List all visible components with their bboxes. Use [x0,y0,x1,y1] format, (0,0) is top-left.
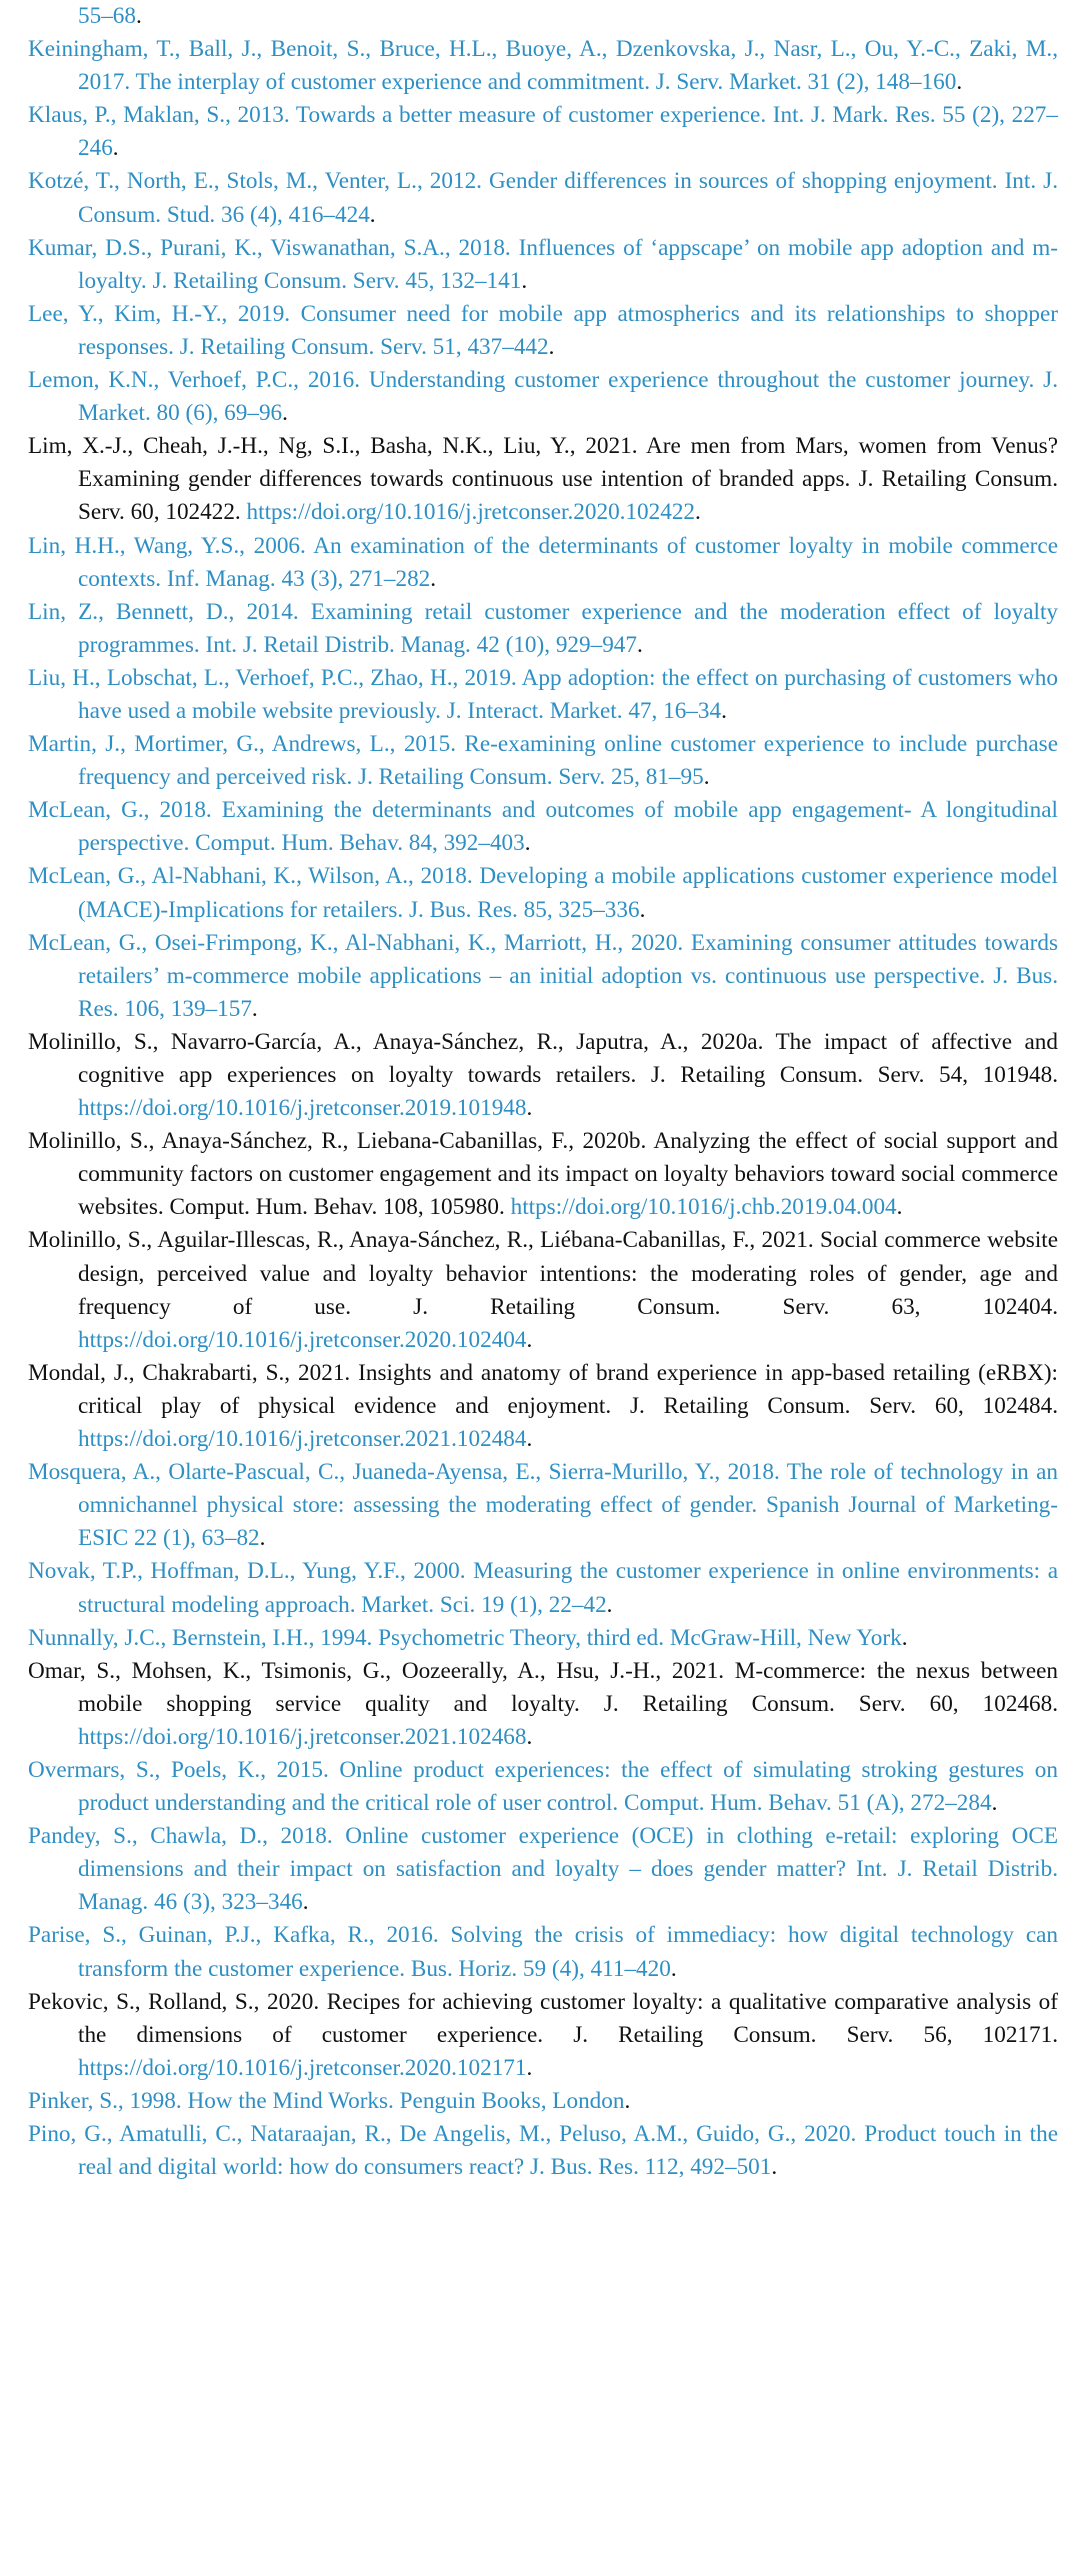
reference-item: Keiningham, T., Ball, J., Benoit, S., Bruce, H.L., Buoye, A., Dzenkovska, J., Nasr, L., Ou, Y.-C., Zaki, M., 2017. The interplay of customer experience and commitment. J. Serv. Market. 31 (2), 148–160. [28,36,1058,96]
reference-item: Overmars, S., Poels, K., 2015. Online product experiences: the effect of simulating stroking gestures on product understanding and the critical role of user control. Comput. Hum. Behav. 51 (A), 272–284. [28,1756,1058,1817]
reference-item: Molinillo, S., Aguilar-Illescas, R., Anaya-Sánchez, R., Liébana-Cabanillas, F., 2021. Social commerce website design, perceived value and loyalty behavior intentions: the moderating roles of gender, age and frequency of use. J. Retailing Consum. Serv. 63, 102404. https://doi.org/10.1016/j.jretconser.2020.102404. [28,1227,1058,1353]
reference-item: 55–68. [78,3,142,29]
reference-list [28,0,1058,2184]
reference-item: Pinker, S., 1998. How the Mind Works. Penguin Books, London. [28,2087,631,2114]
reference-link[interactable]: Lemon, K.N., Verhoef, P.C., 2016. Understanding customer experience throughout the customer journey. J. Market. 80 (6), 69–96 [28,367,1058,427]
reference-item: Molinillo, S., Navarro-García, A., Anaya-Sánchez, R., Japutra, A., 2020a. The impact of affective and cognitive app experiences on loyalty towards retailers. J. Retailing Consum. Serv. 54, 101948. https://doi.org/10.1016/j.jretconser.2019.101948. [28,1028,1058,1122]
reference-item: McLean, G., 2018. Examining the determinants and outcomes of mobile app engagement- A longitudinal perspective. Comput. Hum. Behav. 84, 392–403. [28,797,1058,857]
doi-link[interactable]: https://doi.org/10.1016/j.jretconser.2020.102404 [78,1326,527,1353]
doi-link[interactable]: https://doi.org/10.1016/j.jretconser.2020.102171 [78,2054,527,2081]
reference-item: Omar, S., Mohsen, K., Tsimonis, G., Oozeerally, A., Hsu, J.-H., 2021. M-commerce: the nexus between mobile shopping service quality and loyalty. J. Retailing Consum. Serv. 60, 102468. https://doi.org/10.1016/j.jretconser.2021.102468. [28,1657,1058,1750]
reference-item: Kotzé, T., North, E., Stols, M., Venter, L., 2012. Gender differences in sources of shopping enjoyment. Int. J. Consum. Stud. 36 (4), 416–424. [28,168,1058,228]
reference-link[interactable]: 55–68 [78,3,136,29]
reference-item: Novak, T.P., Hoffman, D.L., Yung, Y.F., 2000. Measuring the customer experience in online environments: a structural modeling approach. Market. Sci. 19 (1), 22–42. [28,1558,1058,1618]
reference-item: Lin, H.H., Wang, Y.S., 2006. An examination of the determinants of customer loyalty in mobile commerce contexts. Inf. Manag. 43 (3), 271–282. [28,532,1058,592]
reference-item: Lee, Y., Kim, H.-Y., 2019. Consumer need for mobile app atmospherics and its relationships to shopper responses. J. Retailing Consum. Serv. 51, 437–442. [28,300,1058,360]
reference-link[interactable]: Parise, S., Guinan, P.J., Kafka, R., 2016. Solving the crisis of immediacy: how digital technology can transform the customer experience. Bus. Horiz. 59 (4), 411–420 [28,1922,1058,1982]
doi-link[interactable]: https://doi.org/10.1016/j.jretconser.2021.102484 [78,1426,527,1453]
reference-item: Pekovic, S., Rolland, S., 2020. Recipes for achieving customer loyalty: a qualitative comparative analysis of the dimensions of customer experience. J. Retailing Consum. Serv. 56, 102171. https://doi.org/10.1016/j.jretconser.2020.102171. [28,1988,1058,2081]
reference-link[interactable]: Keiningham, T., Ball, J., Benoit, S., Bruce, H.L., Buoye, A., Dzenkovska, J., Nasr, L., Ou, Y.-C., Zaki, M., 2017. The interplay of customer experience and commitment. J. Serv. Market. 31 (2), 148–160 [28,36,1058,96]
reference-text: Omar, S., Mohsen, K., Tsimonis, G., Oozeerally, A., Hsu, J.-H., 2021. M-commerce: the nexus between mobile shopping service quality and loyalty. J. Retailing Consum. Serv. 60, 102468. [28,1657,1058,1717]
reference-item: Pino, G., Amatulli, C., Nataraajan, R., De Angelis, M., Peluso, A.M., Guido, G., 2020. Product touch in the real and digital world: how do consumers react? J. Bus. Res. 112, 492–501. [28,2121,1058,2181]
reference-link[interactable]: Klaus, P., Maklan, S., 2013. Towards a better measure of customer experience. Int. J. Mark. Res. 55 (2), 227–246 [28,102,1058,162]
doi-link[interactable]: https://doi.org/10.1016/j.jretconser.2020.102422 [246,499,696,526]
reference-link[interactable]: Overmars, S., Poels, K., 2015. Online product experiences: the effect of simulating stroking gestures on product understanding and the critical role of user control. Comput. Hum. Behav. 51 (A), 272–284 [28,1756,1058,1817]
reference-link[interactable]: Nunnally, J.C., Bernstein, I.H., 1994. Psychometric Theory, third ed. McGraw-Hill, New York [28,1624,902,1651]
reference-link[interactable]: Pino, G., Amatulli, C., Nataraajan, R., De Angelis, M., Peluso, A.M., Guido, G., 2020. Product touch in the real and digital world: how do consumers react? J. Bus. Res. 112, 492–501 [28,2121,1058,2181]
reference-item: Nunnally, J.C., Bernstein, I.H., 1994. Psychometric Theory, third ed. McGraw-Hill, New York. [28,1624,908,1651]
reference-text: Lim, X.-J., Cheah, J.-H., Ng, S.I., Basha, N.K., Liu, Y., 2021. Are men from Mars, women from Venus? Examining gender differences towards continuous use intention of branded apps. J. Retailing Consum. Serv. 60, 102422. [28,433,1058,526]
reference-item: McLean, G., Osei-Frimpong, K., Al-Nabhani, K., Marriott, H., 2020. Examining consumer attitudes towards retailers’ m-commerce mobile applications – an initial adoption vs. continuous use perspective. J. Bus. Res. 106, 139–157. [28,929,1058,1022]
reference-text: Molinillo, S., Anaya-Sánchez, R., Liebana-Cabanillas, F., 2020b. Analyzing the effect of social support and community factors on customer engagement and its impact on loyalty behaviors toward social commerce websites. Comput. Hum. Behav. 108, 105980. [28,1128,1058,1221]
doi-link[interactable]: https://doi.org/10.1016/j.jretconser.2019.101948 [78,1095,527,1122]
reference-item: Mosquera, A., Olarte-Pascual, C., Juaneda-Ayensa, E., Sierra-Murillo, Y., 2018. The role of technology in an omnichannel physical store: assessing the moderating effect of gender. Spanish Journal of Marketing-ESIC 22 (1), 63–82. [28,1459,1058,1552]
reference-link[interactable]: McLean, G., Al-Nabhani, K., Wilson, A., 2018. Developing a mobile applications customer experience model (MACE)-Implications for retailers. J. Bus. Res. 85, 325–336 [28,863,1058,923]
reference-link[interactable]: Kotzé, T., North, E., Stols, M., Venter, L., 2012. Gender differences in sources of shopping enjoyment. Int. J. Consum. Stud. 36 (4), 416–424 [28,168,1058,228]
reference-link[interactable]: Pinker, S., 1998. How the Mind Works. Penguin Books, London [28,2087,625,2114]
doi-link[interactable]: https://doi.org/10.1016/j.chb.2019.04.004 [510,1194,897,1221]
reference-link[interactable]: Lin, H.H., Wang, Y.S., 2006. An examination of the determinants of customer loyalty in mobile commerce contexts. Inf. Manag. 43 (3), 271–282 [28,532,1058,592]
reference-item: Martin, J., Mortimer, G., Andrews, L., 2015. Re-examining online customer experience to include purchase frequency and perceived risk. J. Retailing Consum. Serv. 25, 81–95. [28,731,1058,791]
reference-link[interactable]: Novak, T.P., Hoffman, D.L., Yung, Y.F., 2000. Measuring the customer experience in online environments: a structural modeling approach. Market. Sci. 19 (1), 22–42 [28,1558,1058,1618]
reference-text: Mondal, J., Chakrabarti, S., 2021. Insights and anatomy of brand experience in app-based retailing (eRBX): critical play of physical evidence and enjoyment. J. Retailing Consum. Serv. 60, 102484. [28,1359,1058,1419]
reference-item: Pandey, S., Chawla, D., 2018. Online customer experience (OCE) in clothing e-retail: exploring OCE dimensions and their impact on satisfaction and loyalty – does gender matter? Int. J. Retail Distrib. Manag. 46 (3), 323–346. [28,1823,1058,1916]
reference-item: Mondal, J., Chakrabarti, S., 2021. Insights and anatomy of brand experience in app-based retailing (eRBX): critical play of physical evidence and enjoyment. J. Retailing Consum. Serv. 60, 102484. https://doi.org/10.1016/j.jretconser.2021.102484. [28,1359,1058,1453]
reference-item: Lemon, K.N., Verhoef, P.C., 2016. Understanding customer experience throughout the customer journey. J. Market. 80 (6), 69–96. [28,367,1058,427]
reference-text: Molinillo, S., Aguilar-Illescas, R., Anaya-Sánchez, R., Liébana-Cabanillas, F., 2021. Social commerce website design, perceived value and loyalty behavior intentions: the moderating roles of gender, age and frequency of use. J. Retailing Consum. Serv. 63, 102404. [28,1227,1058,1320]
reference-link[interactable]: McLean, G., Osei-Frimpong, K., Al-Nabhani, K., Marriott, H., 2020. Examining consumer attitudes towards retailers’ m-commerce mobile applications – an initial adoption vs. continuous use perspective. J. Bus. Res. 106, 139–157 [28,929,1058,1022]
reference-item: Kumar, D.S., Purani, K., Viswanathan, S.A., 2018. Influences of ‘appscape’ on mobile app adoption and m-loyalty. J. Retailing Consum. Serv. 45, 132–141. [28,234,1058,294]
reference-link[interactable]: Martin, J., Mortimer, G., Andrews, L., 2015. Re-examining online customer experience to include purchase frequency and perceived risk. J. Retailing Consum. Serv. 25, 81–95 [28,731,1058,791]
reference-item: Molinillo, S., Anaya-Sánchez, R., Liebana-Cabanillas, F., 2020b. Analyzing the effect of social support and community factors on customer engagement and its impact on loyalty behaviors toward social commerce websites. Comput. Hum. Behav. 108, 105980. https://doi.org/10.1016/j.chb.2019.04.004. [28,1128,1058,1221]
reference-item: Liu, H., Lobschat, L., Verhoef, P.C., Zhao, H., 2019. App adoption: the effect on purchasing of customers who have used a mobile website previously. J. Interact. Market. 47, 16–34. [28,664,1058,724]
reference-link[interactable]: Liu, H., Lobschat, L., Verhoef, P.C., Zhao, H., 2019. App adoption: the effect on purchasing of customers who have used a mobile website previously. J. Interact. Market. 47, 16–34 [28,664,1058,724]
reference-link[interactable]: Lin, Z., Bennett, D., 2014. Examining retail customer experience and the moderation effect of loyalty programmes. Int. J. Retail Distrib. Manag. 42 (10), 929–947 [28,598,1058,658]
reference-item: Parise, S., Guinan, P.J., Kafka, R., 2016. Solving the crisis of immediacy: how digital technology can transform the customer experience. Bus. Horiz. 59 (4), 411–420. [28,1922,1058,1982]
reference-item: Lim, X.-J., Cheah, J.-H., Ng, S.I., Basha, N.K., Liu, Y., 2021. Are men from Mars, women from Venus? Examining gender differences towards continuous use intention of branded apps. J. Retailing Consum. Serv. 60, 102422. https://doi.org/10.1016/j.jretconser.2020.102422. [28,433,1058,526]
reference-item: McLean, G., Al-Nabhani, K., Wilson, A., 2018. Developing a mobile applications customer experience model (MACE)-Implications for retailers. J. Bus. Res. 85, 325–336. [28,863,1058,923]
reference-text: Molinillo, S., Navarro-García, A., Anaya-Sánchez, R., Japutra, A., 2020a. The impact of affective and cognitive app experiences on loyalty towards retailers. J. Retailing Consum. Serv. 54, 101948. [28,1028,1058,1088]
reference-text: Pekovic, S., Rolland, S., 2020. Recipes for achieving customer loyalty: a qualitative comparative analysis of the dimensions of customer experience. J. Retailing Consum. Serv. 56, 102171. [28,1988,1058,2048]
reference-link[interactable]: McLean, G., 2018. Examining the determinants and outcomes of mobile app engagement- A longitudinal perspective. Comput. Hum. Behav. 84, 392–403 [28,797,1058,857]
reference-link[interactable]: Lee, Y., Kim, H.-Y., 2019. Consumer need for mobile app atmospherics and its relationships to shopper responses. J. Retailing Consum. Serv. 51, 437–442 [28,300,1058,360]
reference-link[interactable]: Pandey, S., Chawla, D., 2018. Online customer experience (OCE) in clothing e-retail: exploring OCE dimensions and their impact on satisfaction and loyalty – does gender matter? Int. J. Retail Distrib. Manag. 46 (3), 323–346 [28,1823,1058,1916]
reference-link[interactable]: Kumar, D.S., Purani, K., Viswanathan, S.A., 2018. Influences of ‘appscape’ on mobile app adoption and m-loyalty. J. Retailing Consum. Serv. 45, 132–141 [28,234,1058,294]
reference-item: Klaus, P., Maklan, S., 2013. Towards a better measure of customer experience. Int. J. Mark. Res. 55 (2), 227–246. [28,102,1058,162]
reference-item: Lin, Z., Bennett, D., 2014. Examining retail customer experience and the moderation effect of loyalty programmes. Int. J. Retail Distrib. Manag. 42 (10), 929–947. [28,598,1058,658]
reference-link[interactable]: Mosquera, A., Olarte-Pascual, C., Juaneda-Ayensa, E., Sierra-Murillo, Y., 2018. The role of technology in an omnichannel physical store: assessing the moderating effect of gender. Spanish Journal of Marketing-ESIC 22 (1), 63–82 [28,1459,1058,1552]
doi-link[interactable]: https://doi.org/10.1016/j.jretconser.2021.102468 [78,1723,527,1750]
